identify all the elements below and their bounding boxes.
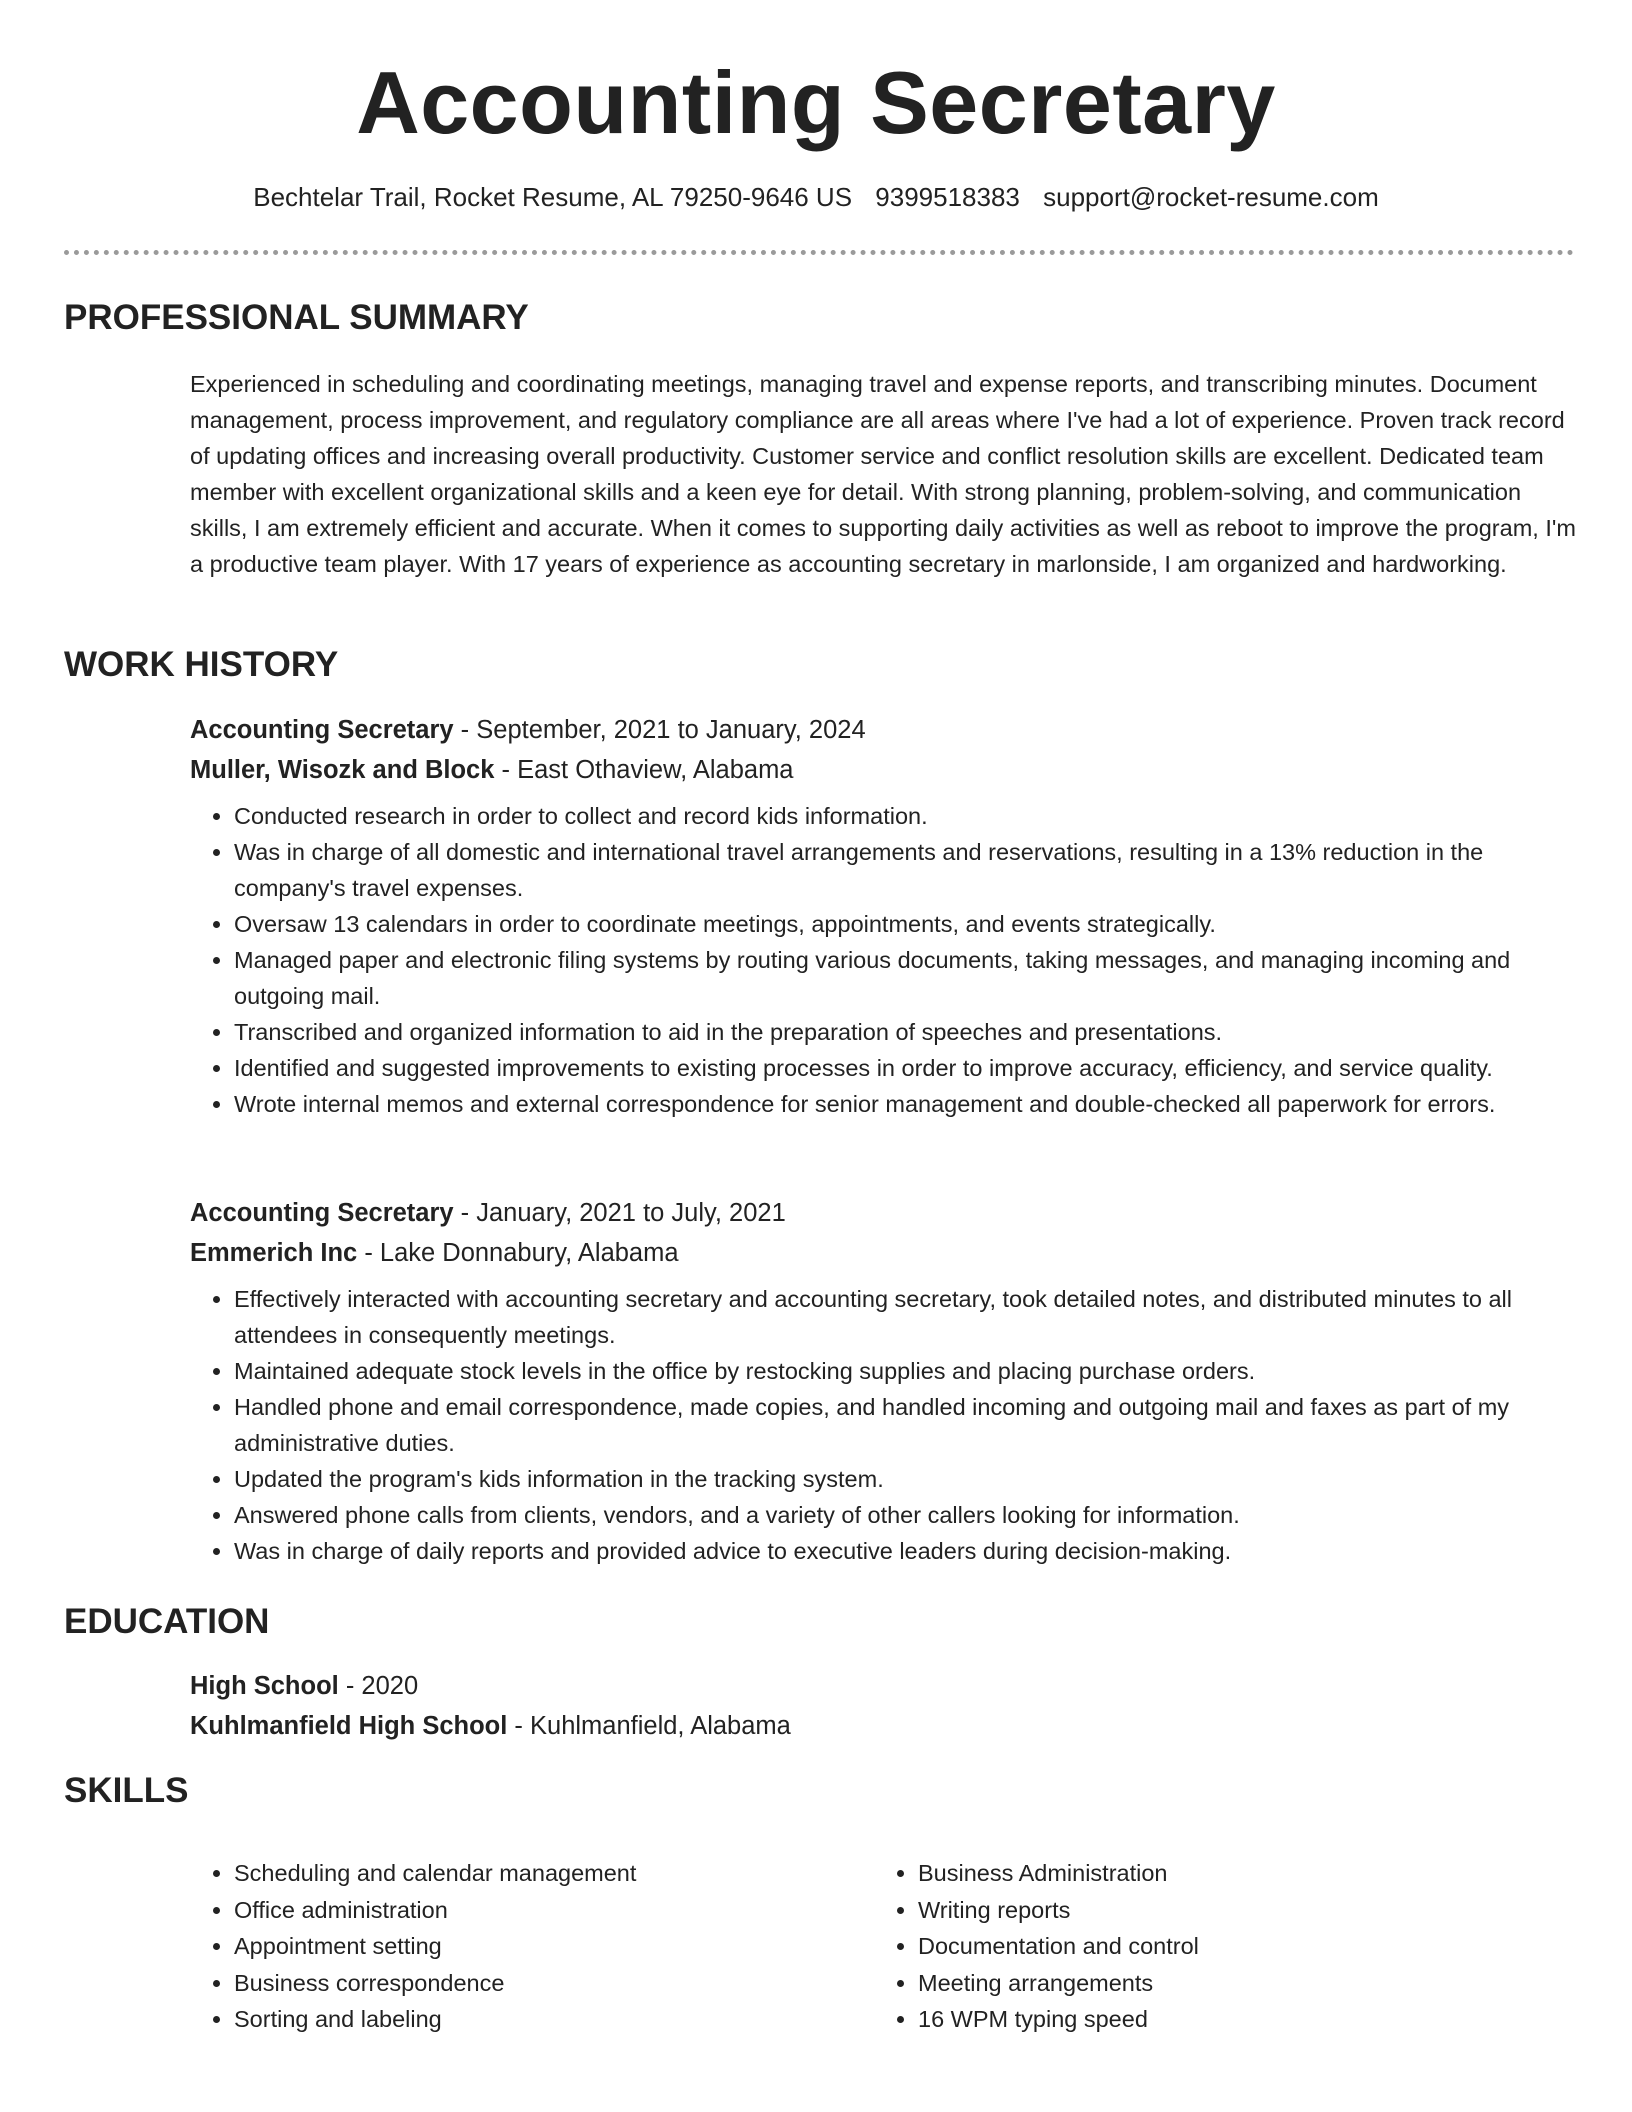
job-company-line <box>190 750 1580 790</box>
summary-text: Experienced in scheduling and coordinating meetings, managing travel and expense reports, and transcribing minutes. Document management, process improvement, and regulatory compliance are all areas where I've had a lot of experience. Proven track record of updating offices and increasing overall productivity. Customer service and conflict resolution skills are excellent. Dedicated team member with excellent organizational skills and a keen eye for detail. With strong planning, problem-solving, and communication skills, I am extremely efficient and accurate. When it comes to supporting daily activities as well as reboot to improve the program, I'm a productive team player. With 17 years of experience as accounting secretary in marlonside, I am organized and hardworking. <box>190 371 1576 577</box>
job-bullet: • Effectively interacted with accounting secretary and accounting secretary, took detailed notes, and distributed minutes to all attendees in consequently meetings. <box>234 1281 1580 1353</box>
skill-item: • Meeting arrangements <box>918 1965 1558 2002</box>
education-degree-line <box>190 1666 1580 1706</box>
resume-name: Accounting Secretary <box>356 53 1276 152</box>
job-location: - Lake Donnabury, Alabama <box>357 1239 679 1267</box>
job-bullets <box>190 798 1580 1122</box>
job-bullet: • Conducted research in order to collect and record kids information. <box>234 798 1580 834</box>
job-role: Accounting Secretary <box>190 1199 454 1227</box>
contact-line <box>0 182 1632 213</box>
job-entry <box>190 710 1580 1122</box>
job-company: Muller, Wisozk and Block <box>190 756 495 784</box>
job-title-line <box>190 1193 1580 1233</box>
job-bullet: • Handled phone and email correspondence, made copies, and handled incoming and outgoing mail and faxes as part of my administrative duties. <box>234 1389 1580 1461</box>
job-bullet: • Was in charge of daily reports and provided advice to executive leaders during decision-making. <box>234 1533 1580 1569</box>
job-bullet: • Managed paper and electronic filing systems by routing various documents, taking messages, and managing incoming and outgoing mail. <box>234 942 1580 1014</box>
skill-item: • Scheduling and calendar management <box>234 1855 874 1892</box>
education-year: - 2020 <box>338 1672 419 1700</box>
summary-heading: PROFESSIONAL SUMMARY <box>64 298 529 337</box>
skill-item: • Writing reports <box>918 1892 1558 1929</box>
job-bullet: • Identified and suggested improvements to existing processes in order to improve accuracy, efficiency, and service quality. <box>234 1050 1580 1086</box>
job-company-line <box>190 1233 1580 1273</box>
job-bullet: • Updated the program's kids information in the tracking system. <box>234 1461 1580 1497</box>
job-bullets <box>190 1281 1580 1569</box>
education-location: - Kuhlmanfield, Alabama <box>507 1712 791 1740</box>
skill-item: • Business correspondence <box>234 1965 874 2002</box>
skills-grid <box>190 1855 1580 2038</box>
education-heading: EDUCATION <box>64 1602 270 1641</box>
education-school-line <box>190 1706 1580 1746</box>
job-bullet: • Answered phone calls from clients, vendors, and a variety of other callers looking for information. <box>234 1497 1580 1533</box>
job-role: Accounting Secretary <box>190 716 454 744</box>
contact-address: Bechtelar Trail, Rocket Resume, AL 79250-9646 US <box>253 182 853 212</box>
job-bullet: • Maintained adequate stock levels in the office by restocking supplies and placing purchase orders. <box>234 1353 1580 1389</box>
job-dates: - September, 2021 to January, 2024 <box>453 716 866 744</box>
skill-item: • Business Administration <box>918 1855 1558 1892</box>
skill-item: • Documentation and control <box>918 1928 1558 1965</box>
skill-item: • Office administration <box>234 1892 874 1929</box>
job-dates: - January, 2021 to July, 2021 <box>453 1199 786 1227</box>
work-history-heading: WORK HISTORY <box>64 645 339 684</box>
contact-phone: 9399518383 <box>875 182 1020 212</box>
education-entry <box>190 1666 1580 1746</box>
skill-item: • Sorting and labeling <box>234 2001 874 2038</box>
job-company: Emmerich Inc <box>190 1239 358 1267</box>
skills-heading: SKILLS <box>64 1771 189 1810</box>
job-bullet: • Oversaw 13 calendars in order to coordinate meetings, appointments, and events strategically. <box>234 906 1580 942</box>
education-degree: High School <box>190 1672 339 1700</box>
job-location: - East Othaview, Alabama <box>494 756 794 784</box>
skills-column-left <box>190 1855 874 2038</box>
job-bullet: • Wrote internal memos and external correspondence for senior management and double-checked all paperwork for errors. <box>234 1086 1580 1122</box>
job-bullet: • Transcribed and organized information to aid in the preparation of speeches and presentations. <box>234 1014 1580 1050</box>
job-bullet: • Was in charge of all domestic and international travel arrangements and reservations, resulting in a 13% reduction in the company's travel expenses. <box>234 834 1580 906</box>
header-divider <box>64 250 1574 255</box>
skill-item: • 16 WPM typing speed <box>918 2001 1558 2038</box>
skills-column-right <box>874 1855 1558 2038</box>
contact-email: support@rocket-resume.com <box>1043 182 1379 212</box>
education-school: Kuhlmanfield High School <box>190 1712 508 1740</box>
job-title-line <box>190 710 1580 750</box>
skill-item: • Appointment setting <box>234 1928 874 1965</box>
job-entry <box>190 1193 1580 1569</box>
